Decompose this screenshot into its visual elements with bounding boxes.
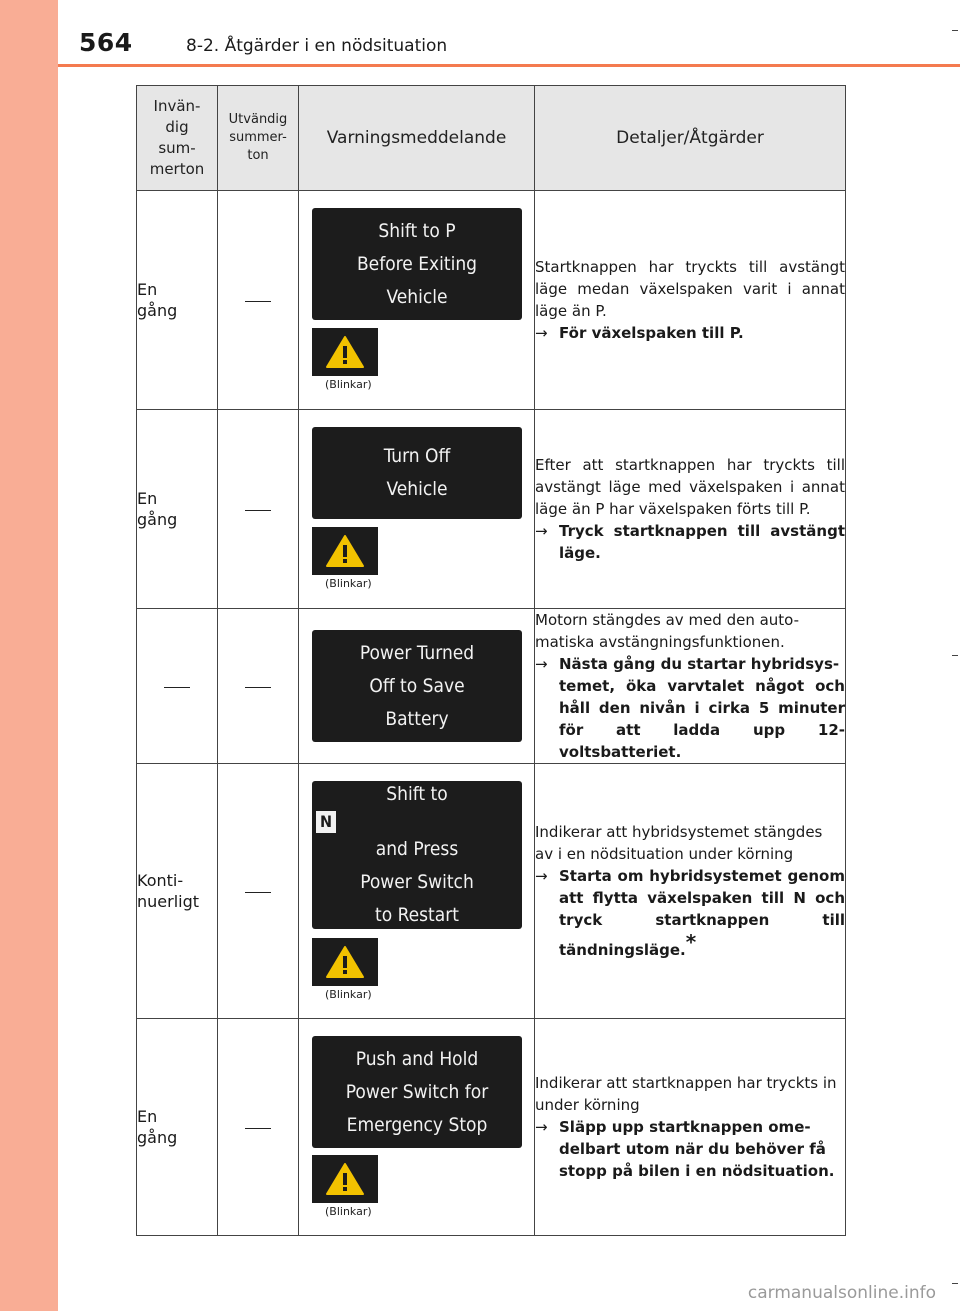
external-buzzer-cell [218, 1019, 299, 1236]
header-external-buzzer: Utvändig summer- ton [218, 86, 299, 191]
table-row [137, 764, 846, 1019]
arrow-right-icon: → [535, 867, 548, 885]
blinking-label: (Blinkar) [325, 378, 372, 391]
warning-message-cell [299, 1019, 535, 1236]
table-row [137, 191, 846, 410]
warning-message-cell [299, 410, 535, 609]
crop-mark [952, 30, 958, 31]
message-display: Turn Off Vehicle [312, 427, 522, 519]
gear-n-indicator: N [316, 811, 336, 833]
header-internal-buzzer: Invän- dig sum- merton [137, 86, 218, 191]
table-row [137, 410, 846, 609]
dash-mark [245, 301, 271, 302]
message-display: Shift to P Before Exiting Vehicle [312, 208, 522, 320]
footnote-marker: * [685, 930, 697, 954]
warning-triangle-icon [312, 527, 378, 575]
arrow-right-icon: → [535, 324, 548, 342]
warning-triangle-icon [312, 938, 378, 986]
blinking-label: (Blinkar) [325, 988, 372, 1001]
internal-buzzer-cell [137, 609, 218, 764]
crop-mark [952, 1283, 958, 1284]
action-instruction: → Släpp upp startknappen ome- delbart utom när du behöver få stopp på bilen i en nödsituation. [535, 1118, 835, 1180]
side-color-strip [0, 0, 58, 1311]
warning-message-table [136, 85, 846, 1236]
blinking-label: (Blinkar) [325, 577, 372, 590]
external-buzzer-cell [218, 609, 299, 764]
arrow-right-icon: → [535, 1118, 548, 1136]
message-display: Push and Hold Power Switch for Emergency Stop [312, 1036, 522, 1148]
header-warning-message: Varningsmeddelande [299, 86, 535, 191]
warning-triangle-icon [312, 328, 378, 376]
details-cell: Indikerar att hybridsystemet stängdes av i en nödsituation under körning → Starta om hybridsystemet genom att flytta växelspaken till N och tryck startknappen till tändningsläge.* [535, 764, 846, 1019]
arrow-right-icon: → [535, 522, 548, 540]
table-row [137, 609, 846, 764]
details-cell: Startknappen har tryckts till avstängt läge medan växelspaken varit i annat läge än P. → För växelspaken till P. [535, 191, 846, 410]
message-display: Shift to N and Press Power Switch to Restart [312, 781, 522, 929]
details-cell: Efter att startknappen har tryckts till avstängt läge med växelspaken i annat läge än P har växelspaken förts till P. → Tryck startknappen till avstängt läge. [535, 410, 846, 609]
action-instruction: → Tryck startknappen till avstängt läge. [535, 522, 845, 562]
warning-message-cell [299, 609, 535, 764]
internal-buzzer-cell: Konti- nuerligt [137, 764, 218, 1019]
warning-message-cell [299, 764, 535, 1019]
table-row [137, 1019, 846, 1236]
section-title: 8-2. Åtgärder i en nödsituation [186, 36, 448, 56]
dash-mark [245, 1128, 271, 1129]
detail-text: Motorn stängdes av med den auto- matiska avstängningsfunktionen. [535, 611, 800, 651]
internal-buzzer-cell: En gång [137, 1019, 218, 1236]
table-header-row [137, 86, 846, 191]
dash-mark [164, 687, 190, 688]
details-cell: Indikerar att startknappen har tryckts in under körning → Släpp upp startknappen ome- delbart utom när du behöver få stopp på bilen i en nödsituation. [535, 1019, 846, 1236]
page-header [58, 0, 960, 66]
header-details: Detaljer/Åtgärder [535, 86, 846, 191]
page-number: 564 [79, 28, 133, 57]
crop-mark [952, 655, 958, 656]
dash-mark [245, 892, 271, 893]
external-buzzer-cell [218, 764, 299, 1019]
blinking-label: (Blinkar) [325, 1205, 372, 1218]
warning-message-cell [299, 191, 535, 410]
arrow-right-icon: → [535, 655, 548, 673]
watermark: carmanualsonline.info [747, 1283, 936, 1303]
external-buzzer-cell [218, 191, 299, 410]
warning-triangle-icon [312, 1155, 378, 1203]
details-cell [535, 609, 846, 764]
action-instruction: → För växelspaken till P. [535, 324, 744, 342]
message-display: Power Turned Off to Save Battery [312, 630, 522, 742]
action-instruction: → Starta om hybridsystemet genom att flytta växelspaken till N och tryck startknappen till tändningsläge.* [535, 867, 845, 959]
dash-mark [245, 687, 271, 688]
internal-buzzer-cell: En gång [137, 410, 218, 609]
external-buzzer-cell [218, 410, 299, 609]
action-instruction: → Nästa gång du startar hybridsys- temet, öka varvtalet något och håll den nivån i cirka 5 minuter för att ladda upp 12-voltsbatteriet. [535, 655, 845, 761]
dash-mark [245, 510, 271, 511]
internal-buzzer-cell: En gång [137, 191, 218, 410]
header-divider [58, 64, 960, 67]
